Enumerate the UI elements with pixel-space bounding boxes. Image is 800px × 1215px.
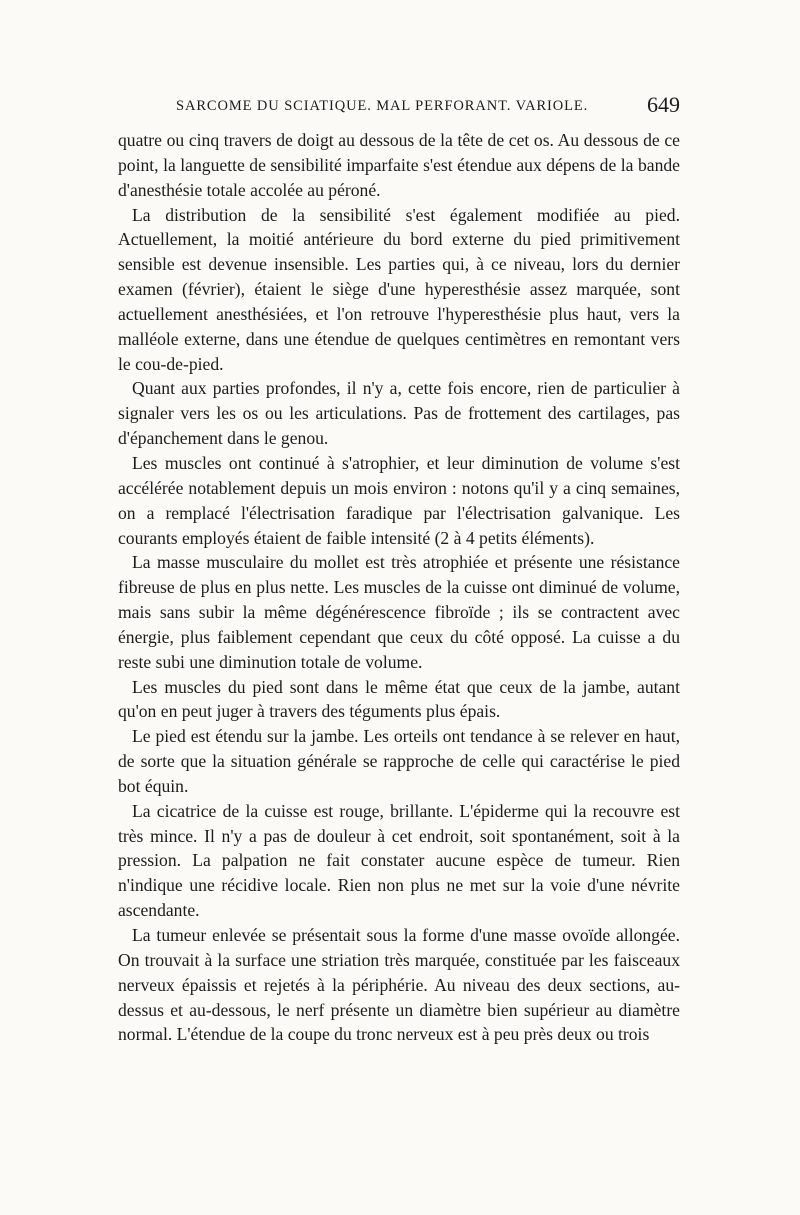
paragraph-foot-muscles: Les muscles du pied sont dans le même état que ceux de la jambe, autant qu'on en peut juger à travers des téguments plus épais. xyxy=(118,676,680,722)
paragraph-tumor: La tumeur enlevée se présentait sous la forme d'une masse ovoïde allongée. On trouvait à la surface une striation très marquée, constituée par les faisceaux nerveux épaissis et rejetés à la périphérie. Au niveau des deux sections, au-dessus et au-dessous, le nerf présente un diamètre bien supérieur au diamètre normal. L'étendue de la coupe du tronc nerveux est à peu près deux ou trois xyxy=(118,925,680,1045)
page-number: 649 xyxy=(647,92,680,117)
paragraph-calf-thigh: La masse musculaire du mollet est très atrophiée et présente une résistance fibreuse de plus en plus nette. Les muscles de la cuisse ont diminué de volume, mais sans subir la même dégénérescence fibroïde ; ils se contractent avec énergie, plus faiblement cependant que ceux du côté opposé. La cuisse a du reste subi une diminution totale de volume. xyxy=(118,552,680,672)
paragraph-deep-parts: Quant aux parties profondes, il n'y a, cette fois encore, rien de particulier à signaler vers les os ou les articulations. Pas de frottement des cartilages, pas d'épanchement dans le genou. xyxy=(118,378,680,449)
paragraph-continuation: quatre ou cinq travers de doigt au dessous de la tête de cet os. Au dessous de ce point, la languette de sensibilité imparfaite s'est étendue aux dépens de la bande d'anesthésie totale accolée au péroné. xyxy=(118,130,680,200)
running-head: SARCOME DU SCIATIQUE. MAL PERFORANT. VARIOLE. xyxy=(176,98,589,114)
paragraph-sensibility: La distribution de la sensibilité s'est également modifiée au pied. Actuellement, la moitié antérieure du bord externe du pied primitivement sensible est devenue insensible. Les parties qui, à ce niveau, lors du dernier examen (février), étaient le siège d'une hyperesthésie assez marquée, sont actuellement anesthésiées, et l'on retrouve l'hyperesthésie plus haut, vers la malléole externe, dans une étendue de quelques centimètres en remontant vers le cou-de-pied. xyxy=(118,204,680,374)
paragraph-foot-position: Le pied est étendu sur la jambe. Les orteils ont tendance à se relever en haut, de sorte que la situation générale se rapproche de celle qui caractérise le pied bot équin. xyxy=(118,726,680,796)
paragraph-muscle-atrophy: Les muscles ont continué à s'atrophier, et leur diminution de volume s'est accélérée notablement depuis un mois environ : notons qu'il y a cinq semaines, on a remplacé l'électrisation faradique par l'électrisation galvanique. Les courants employés étaient de faible intensité (2 à 4 petits éléments). xyxy=(118,452,680,548)
body-text xyxy=(118,128,680,1047)
page-header xyxy=(118,94,680,120)
paragraph-scar: La cicatrice de la cuisse est rouge, brillante. L'épiderme qui la recouvre est très mince. Il n'y a pas de douleur à cet endroit, soit spontanément, soit à la pression. La palpation ne fait constater aucune espèce de tumeur. Rien n'indique une récidive locale. Rien non plus ne met sur la voie d'une névrite ascendante. xyxy=(118,800,680,921)
